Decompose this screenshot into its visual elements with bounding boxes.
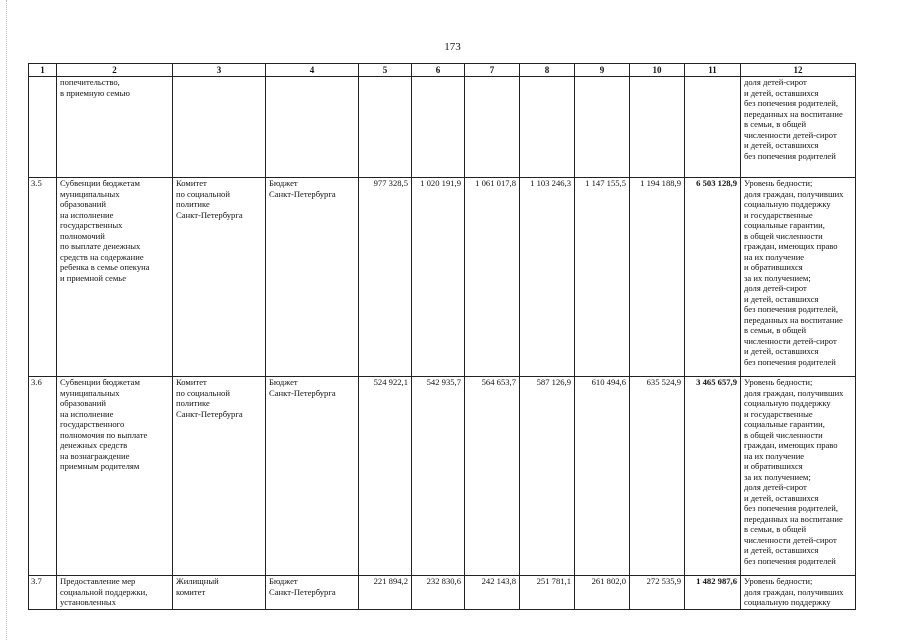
cell-line: в семьи, в общей — [744, 524, 807, 534]
funding-source-cell — [266, 377, 359, 576]
column-header: 4 — [266, 64, 359, 77]
table-row — [29, 77, 856, 178]
cell-line: Предоставление мер — [60, 576, 136, 586]
cell-line: и детей, оставшихся — [744, 87, 819, 98]
cell-line: социальную поддержку — [744, 597, 831, 607]
cell-line: по выплате денежных — [60, 241, 141, 251]
item-number-cell: 3.7 — [29, 576, 57, 610]
cell-line: в приемную семью — [60, 87, 130, 98]
cell-line: Уровень бедности; — [744, 576, 813, 586]
cell-line: социальные гарантии, — [744, 419, 825, 429]
total-amount-cell: 3 465 657,9 — [685, 377, 741, 576]
column-header: 7 — [465, 64, 520, 77]
cell-line: образований — [60, 398, 106, 408]
cell-line: государственных — [60, 220, 123, 230]
cell-line: на исполнение — [60, 209, 114, 220]
column-header: 10 — [630, 64, 685, 77]
amount-cell: 251 781,1 — [520, 576, 575, 610]
cell-line: Уровень бедности; — [744, 377, 813, 387]
cell-line: Санкт-Петербурга — [176, 408, 243, 419]
cell-line: Комитет — [176, 377, 207, 387]
measure-name-cell — [57, 576, 173, 610]
cell-line: политике — [176, 398, 210, 408]
cell-line: доля граждан, получивших — [744, 586, 844, 597]
cell-line: Санкт-Петербурга — [269, 387, 336, 398]
cell-line: в семьи, в общей — [744, 325, 807, 335]
cell-line: социальной поддержки, — [60, 586, 148, 597]
cell-line: Субвенции бюджетам — [60, 178, 140, 188]
cell-line: доля детей-сирот — [744, 283, 807, 293]
page-number: 173 — [444, 41, 461, 53]
amount-cell: 564 653,7 — [465, 377, 520, 576]
cell-line: муниципальных — [60, 387, 120, 398]
measure-name-cell — [57, 77, 173, 178]
cell-line: без попечения родителей — [744, 555, 836, 566]
funding-source-cell — [266, 178, 359, 377]
amount-cell — [465, 77, 520, 178]
cell-line: без попечения родителей — [744, 150, 836, 161]
amount-cell: 261 802,0 — [575, 576, 630, 610]
column-header: 6 — [412, 64, 465, 77]
column-header: 3 — [173, 64, 266, 77]
cell-line: политике — [176, 199, 210, 209]
cell-line: попечительство, — [60, 77, 120, 87]
funding-source-cell — [266, 576, 359, 610]
cell-line: без попечения родителей, — [744, 98, 838, 108]
cell-line: полномочий — [60, 230, 105, 241]
cell-line: и детей, оставшихся — [744, 492, 819, 503]
amount-cell — [412, 77, 465, 178]
cell-line: за их получением; — [744, 272, 811, 283]
cell-line: Санкт-Петербурга — [269, 586, 336, 597]
cell-line: в общей численности — [744, 230, 823, 241]
cell-line: без попечения родителей, — [744, 503, 838, 513]
program-measures-table — [28, 63, 856, 610]
cell-line: доля детей-сирот — [744, 482, 807, 492]
executor-cell — [173, 377, 266, 576]
indicators-cell — [741, 377, 856, 576]
indicators-cell — [741, 77, 856, 178]
cell-line: и детей, оставшихся — [744, 545, 819, 555]
amount-cell: 232 830,6 — [412, 576, 465, 610]
cell-line: численности детей-сирот — [744, 129, 837, 140]
item-number-cell — [29, 77, 57, 178]
cell-line: без попечения родителей — [744, 356, 836, 367]
cell-line: без попечения родителей, — [744, 304, 838, 314]
cell-line: социальные гарантии, — [744, 220, 825, 230]
cell-line: и детей, оставшихся — [744, 293, 819, 304]
cell-line: социальную поддержку — [744, 398, 831, 408]
column-header: 8 — [520, 64, 575, 77]
amount-cell: 1 103 246,3 — [520, 178, 575, 377]
cell-line: средств на содержание — [60, 251, 144, 262]
cell-line: и детей, оставшихся — [744, 140, 819, 150]
cell-line: государственного — [60, 419, 125, 429]
cell-line: ребенка в семье опекуна — [60, 262, 150, 272]
cell-line: и детей, оставшихся — [744, 346, 819, 356]
amount-cell — [630, 77, 685, 178]
executor-cell — [173, 576, 266, 610]
cell-line: переданных на воспитание — [744, 314, 843, 325]
cell-line: образований — [60, 199, 106, 209]
column-header: 12 — [741, 64, 856, 77]
indicators-cell — [741, 178, 856, 377]
amount-cell: 242 143,8 — [465, 576, 520, 610]
cell-line: и обратившихся — [744, 461, 803, 471]
cell-line: в семьи, в общей — [744, 119, 807, 129]
cell-line: приемным родителям — [60, 461, 140, 471]
item-number-cell: 3.5 — [29, 178, 57, 377]
cell-line: и государственные — [744, 408, 813, 419]
executor-cell — [173, 178, 266, 377]
executor-cell — [173, 77, 266, 178]
cell-line: социальную поддержку — [744, 199, 831, 209]
column-header: 2 — [57, 64, 173, 77]
cell-line: численности детей-сирот — [744, 534, 837, 545]
cell-line: в общей численности — [744, 429, 823, 440]
cell-line: полномочия по выплате — [60, 429, 148, 440]
cell-line: комитет — [176, 586, 206, 597]
cell-line: Бюджет — [269, 377, 298, 387]
cell-line: установленных — [60, 597, 116, 607]
amount-cell: 1 147 155,5 — [575, 178, 630, 377]
amount-cell — [520, 77, 575, 178]
cell-line: Комитет — [176, 178, 207, 188]
cell-line: Жилищный — [176, 576, 219, 586]
measure-name-cell — [57, 178, 173, 377]
cell-line: граждан, имеющих право — [744, 440, 838, 450]
funding-source-cell — [266, 77, 359, 178]
table-row — [29, 377, 856, 576]
amount-cell: 635 524,9 — [630, 377, 685, 576]
amount-cell: 1 194 188,9 — [630, 178, 685, 377]
indicators-cell — [741, 576, 856, 610]
cell-line: за их получением; — [744, 471, 811, 482]
amount-cell — [359, 77, 412, 178]
item-number-cell: 3.6 — [29, 377, 57, 576]
scan-edge-mark — [6, 0, 8, 640]
total-amount-cell — [685, 77, 741, 178]
cell-line: по социальной — [176, 387, 230, 398]
cell-line: и государственные — [744, 209, 813, 220]
cell-line: Санкт-Петербурга — [176, 209, 243, 220]
amount-cell: 610 494,6 — [575, 377, 630, 576]
cell-line: и приемной семье — [60, 272, 127, 283]
column-number-row — [29, 64, 856, 77]
amount-cell: 272 535,9 — [630, 576, 685, 610]
amount-cell: 1 020 191,9 — [412, 178, 465, 377]
cell-line: граждан, имеющих право — [744, 241, 838, 251]
cell-line: по социальной — [176, 188, 230, 199]
amount-cell: 542 935,7 — [412, 377, 465, 576]
amount-cell: 1 061 017,8 — [465, 178, 520, 377]
cell-line: Уровень бедности; — [744, 178, 813, 188]
amount-cell: 524 922,1 — [359, 377, 412, 576]
column-header: 9 — [575, 64, 630, 77]
cell-line: численности детей-сирот — [744, 335, 837, 346]
cell-line: Бюджет — [269, 178, 298, 188]
amount-cell — [575, 77, 630, 178]
cell-line: на их получение — [744, 450, 805, 461]
amount-cell: 221 894,2 — [359, 576, 412, 610]
cell-line: доля граждан, получивших — [744, 188, 844, 199]
cell-line: Субвенции бюджетам — [60, 377, 140, 387]
cell-line: Бюджет — [269, 576, 298, 586]
cell-line: переданных на воспитание — [744, 108, 843, 119]
cell-line: Санкт-Петербурга — [269, 188, 336, 199]
column-header: 5 — [359, 64, 412, 77]
total-amount-cell: 6 503 128,9 — [685, 178, 741, 377]
cell-line: переданных на воспитание — [744, 513, 843, 524]
total-amount-cell: 1 482 987,6 — [685, 576, 741, 610]
column-header: 11 — [685, 64, 741, 77]
cell-line: денежных средств — [60, 440, 128, 450]
amount-cell: 977 328,5 — [359, 178, 412, 377]
cell-line: на вознаграждение — [60, 450, 130, 461]
amount-cell: 587 126,9 — [520, 377, 575, 576]
cell-line: доля граждан, получивших — [744, 387, 844, 398]
table-row — [29, 178, 856, 377]
cell-line: на их получение — [744, 251, 805, 262]
cell-line: доля детей-сирот — [744, 77, 807, 87]
cell-line: на исполнение — [60, 408, 114, 419]
cell-line: муниципальных — [60, 188, 120, 199]
column-header: 1 — [29, 64, 57, 77]
cell-line: и обратившихся — [744, 262, 803, 272]
measure-name-cell — [57, 377, 173, 576]
table-row — [29, 576, 856, 610]
